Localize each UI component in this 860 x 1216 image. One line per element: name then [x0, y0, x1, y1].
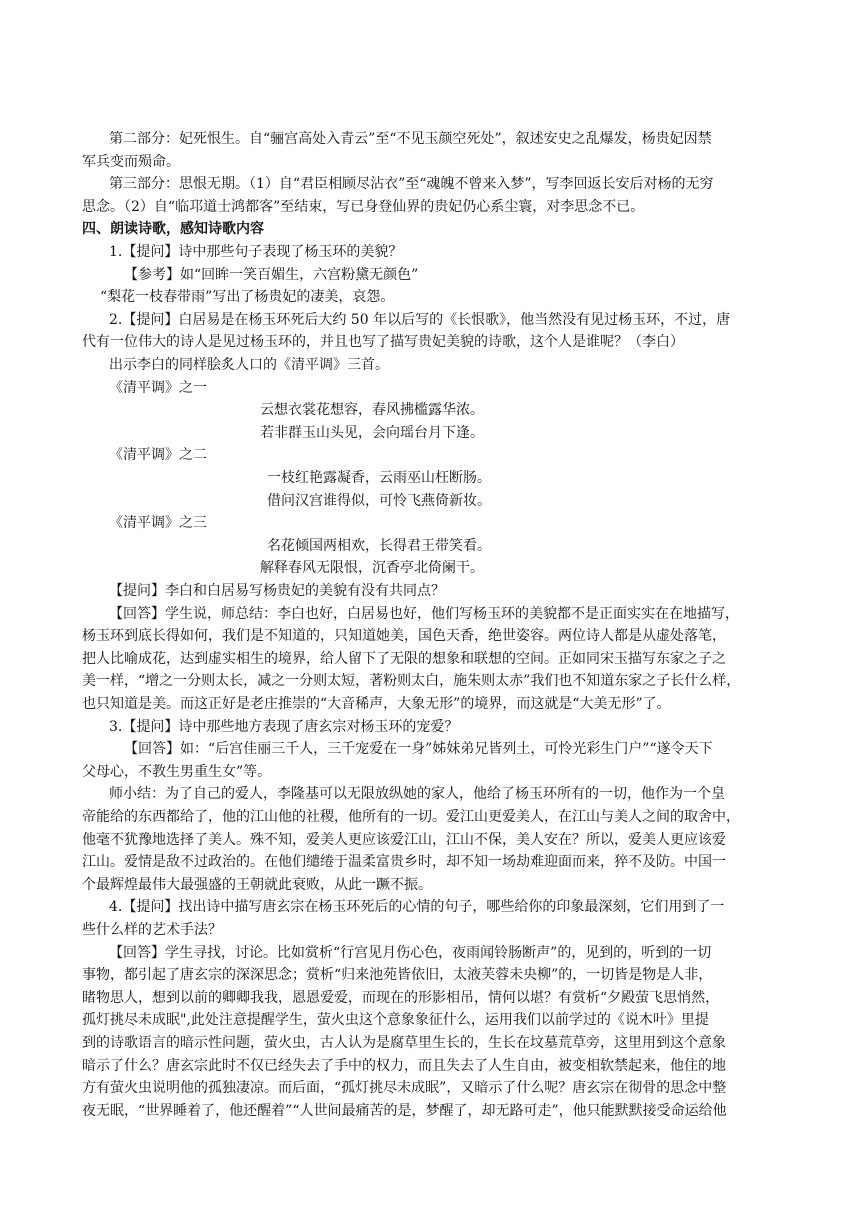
- text-line: 【提问】李白和白居易写杨贵妃的美貌有没有共同点？: [109, 583, 445, 599]
- text-line: 父母心，不教生男重生女”等。: [82, 763, 272, 780]
- text-line: 《清平调》之二: [109, 447, 207, 464]
- text-line: 一枝红艳露凝香，云雨巫山枉断肠。: [267, 470, 491, 486]
- text-line: 【回答】如：“后宫佳丽三千人，三千宠爱在一身”姊妹弟兄皆列土，可怜光彩生门户”“遂令天下: [124, 741, 713, 758]
- text-line: 杨玉环到底长得如何，我们是不知道的，只知道她美，国色天香，绝世姿容。两位诗人都是从虚处落笔，: [82, 628, 726, 645]
- text-line: 孤灯挑尽未成眠",此处注意提醒学生，萤火虫这个意象象征什么，运用我们以前学过的《说木叶》里提: [82, 1012, 709, 1029]
- text-line: 方有萤火虫说明他的孤独凄凉。而后面，“孤灯挑尽未成眠”，又暗示了什么呢？唐玄宗在彻骨的思念中整: [82, 1080, 727, 1097]
- text-line: 【回答】学生说，师总结：李白也好，白居易也好，他们写杨玉环的美貌都不是正面实实在在地描写，: [109, 605, 739, 622]
- text-line: 1.【提问】诗中那些句子表现了杨玉环的美貌？: [109, 244, 403, 260]
- text-line: 若非群玉山头见，会向瑶台月下逢。: [260, 424, 484, 441]
- text-line: 云想衣裳花想容，春风拂槛露华浓。: [260, 402, 484, 419]
- text-line: 夜无眠，“世界睡着了，他还醒着”“人世间最痛苦的是，梦醒了，却无路可走”，他只能默默接受命运给他: [82, 1102, 727, 1119]
- text-line: 第三部分：思恨无期。（1）自“君臣相顾尽沾衣”至“魂魄不曾来入梦”，写李回返长安后对杨的无穷: [109, 176, 714, 193]
- text-line: 思念。（2）自“临邛道士鸿都客”至结束，写已身登仙界的贵妃仍心系尘寰，对李思念不已。: [82, 198, 645, 215]
- text-line: 出示李白的同样脍炙人口的《清平调》三首。: [109, 357, 389, 373]
- section-heading: 四、朗读诗歌，感知诗歌内容: [82, 221, 264, 238]
- text-line: 解释春风无限恨，沉香亭北倚阑干。: [260, 560, 484, 577]
- text-line: 《清平调》之一: [109, 379, 207, 396]
- text-line: 些什么样的艺术手法？: [82, 922, 222, 938]
- text-line: 2.【提问】白居易是在杨玉环死后大约 50 年以后写的《长恨歌》，他当然没有见过杨玉环，不过，唐: [109, 311, 731, 328]
- text-line: 【回答】学生寻找，讨论。比如赏析“行宫见月伤心色，夜雨闻铃肠断声”的，见到的，听到的一切: [109, 944, 712, 961]
- text-line: 事物，都引起了唐玄宗的深深思念；赏析“归来池苑皆依旧，太液芙蓉未央柳”的，一切皆是物是人非，: [82, 967, 713, 984]
- text-line: 第二部分：妃死恨生。自“骊宫高处入青云”至“不见玉颜空死处”，叙述安史之乱爆发，杨贵妃因禁: [109, 131, 712, 147]
- text-line: 《清平调》之三: [109, 515, 207, 532]
- text-line: 借问汉宫谁得似，可怜飞燕倚新妆。: [267, 492, 491, 509]
- text-line: 个最辉煌最伟大最强盛的王朝就此衰败，从此一蹶不振。: [82, 876, 432, 893]
- text-line: 4.【提问】找出诗中描写唐玄宗在杨玉环死后的心情的句子，哪些给你的印象最深刻，它们用到了一: [109, 899, 725, 916]
- text-line: 把人比喻成花，达到虚实相生的境界，给人留下了无限的想象和联想的空间。正如同宋玉描写东家之子之: [82, 650, 726, 667]
- text-line: 睹物思人，想到以前的卿卿我我，恩恩爱爱，而现在的形影相吊，情何以堪？有赏析“夕殿萤飞思悄然，: [82, 989, 720, 1006]
- text-line: 军兵变而殒命。: [82, 153, 180, 170]
- text-line: 帝能给的东西都给了，他的江山他的社稷，他所有的一切。爱江山更爱美人，在江山与美人之间的取舍中，: [82, 809, 740, 825]
- text-line: 代有一位伟大的诗人是见过杨玉环的，并且也写了描写贵妃美貌的诗歌，这个人是谁呢？（李白）: [82, 334, 684, 351]
- text-line: 师小结：为了自己的爱人，李隆基可以无限放纵她的家人，他给了杨玉环所有的一切，他作为一个皇: [109, 786, 725, 803]
- text-line: 名花倾国两相欢，长得君王带笑看。: [267, 537, 491, 554]
- text-line: 美一样，“增之一分则太长，减之一分则太短，著粉则太白，施朱则太赤”我们也不知道东家之子长什么样，: [82, 673, 741, 690]
- text-line: “梨花一枝春带雨”写出了杨贵妃的凄美，哀怨。: [100, 289, 395, 306]
- text-line: 他毫不犹豫地选择了美人。殊不知，爱美人更应该爱江山，江山不保，美人安在？所以，爱美人更应该爱: [82, 831, 726, 848]
- text-line: 暗示了什么？唐玄宗此时不仅已经失去了手中的权力，而且失去了人生自由，被变相软禁起来，他住的地: [82, 1057, 726, 1074]
- text-line: 3.【提问】诗中那些地方表现了唐玄宗对杨玉环的宠爱？: [109, 718, 459, 735]
- text-line: 【参考】如“回眸一笑百媚生，六宫粉黛无颜色”: [124, 266, 419, 283]
- text-line: 也只知道是美。而这正好是老庄推崇的“大音稀声，大象无形”的境界，而这就是“大美无形”了。: [82, 696, 671, 712]
- text-line: 江山。爱情是敌不过政治的。在他们缱绻于温柔富贵乡时，却不知一场劫难迎面而来，猝不及防。中国一: [82, 854, 726, 871]
- text-line: 到的诗歌语言的暗示性问题，萤火虫，古人认为是腐草里生长的，生长在坟墓荒草旁，这里用到这个意象: [82, 1035, 726, 1051]
